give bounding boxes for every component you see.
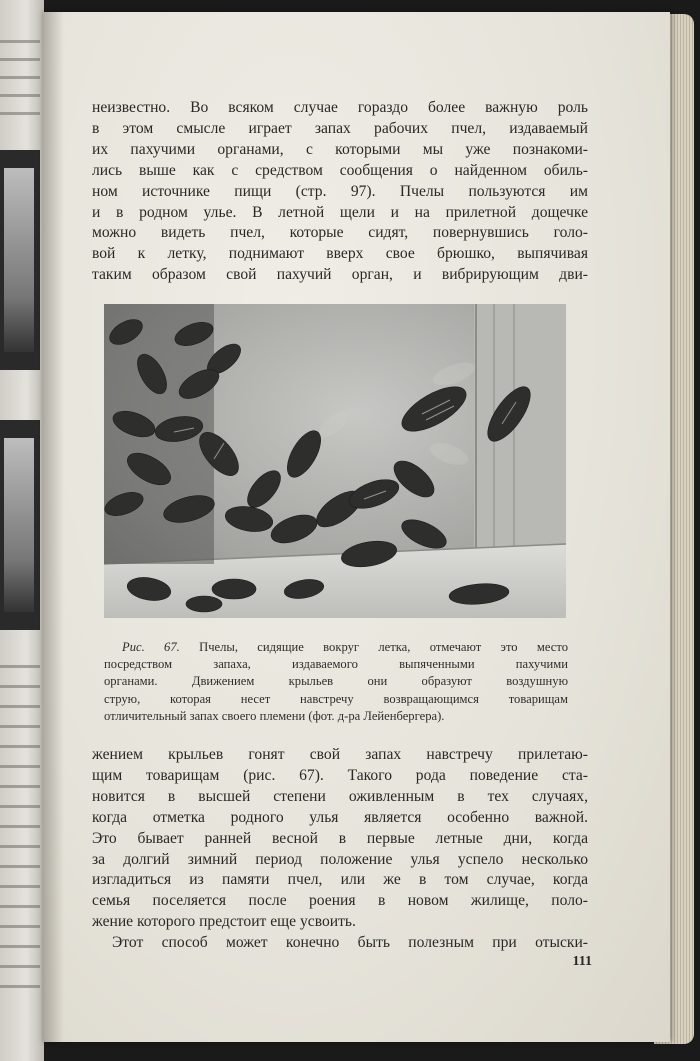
text-line: семья поселяется после роения в новом жилище, поло- [92, 892, 588, 910]
top-paragraph [92, 98, 588, 286]
text-line: Этот способ может конечно быть полезным при отыски- [112, 934, 588, 952]
figure-caption [104, 639, 568, 725]
text-line: ном источнике пищи (стр. 97). Пчелы пользуются им [92, 182, 588, 200]
text-line: Это бывает ранней весной в первые летные дни, когда [92, 829, 588, 847]
bottom-paragraph [92, 745, 588, 954]
text-line: за долгий зимний период положение улья успело несколько [92, 850, 588, 868]
caption-text: Пчелы, сидящие вокруг летка, отмечают это место [199, 640, 568, 654]
text-line: жение которого предстоит еще усвоить. [92, 913, 356, 931]
text-line: новится в высшей степени оживленным в тех случаях, [92, 787, 588, 805]
previous-page-edge [0, 0, 44, 1061]
text-line: жением крыльев гонят свой запах навстречу прилетаю- [92, 746, 588, 763]
page-number: 111 [572, 954, 592, 969]
previous-page-photo-2 [0, 420, 40, 630]
caption-line: органами. Движением крыльев они образуют воздушную [104, 674, 568, 689]
text-line: вой к летку, поднимают вверх свое брюшко, выпячивая [92, 245, 588, 263]
text-line: щим товарищам (рис. 67). Такого рода поведение ста- [92, 766, 588, 784]
caption-line: посредством запаха, издаваемого выпяченными пахучими [104, 657, 568, 672]
text-line: их пахучими органами, с которыми мы уже познакоми- [92, 140, 588, 158]
text-line: в этом смысле играет запах рабочих пчел, издаваемый [92, 119, 588, 137]
text-line: таким образом свой пахучий орган, и вибрирующим дви- [92, 266, 588, 284]
text-line: лись выше как с средством сообщения о найденном обиль- [92, 161, 588, 179]
book-page [42, 12, 670, 1042]
bees-photo-image [104, 304, 566, 618]
text-line: и в родном улье. В летной щели и на прилетной дощечке [92, 203, 588, 221]
text-line: когда отметка родного улья является особенно важной. [92, 808, 588, 826]
text-line: можно видеть пчел, которые сидят, повернувшись голо- [92, 224, 588, 242]
caption-line: струю, которая несет навстречу возвращающимся товарищам [104, 691, 568, 706]
text-line: изгладиться из памяти пчел, или же в том случае, когда [92, 871, 588, 889]
text-line: неизвестно. Во всяком случае гораздо более важную роль [92, 99, 588, 116]
bees-photo [104, 304, 566, 618]
caption-line: отличительный запах своего племени (фот. д-ра Лейенбергера). [104, 708, 445, 723]
previous-page-photo [0, 150, 40, 370]
figure-label: Рис. 67. [122, 640, 180, 654]
